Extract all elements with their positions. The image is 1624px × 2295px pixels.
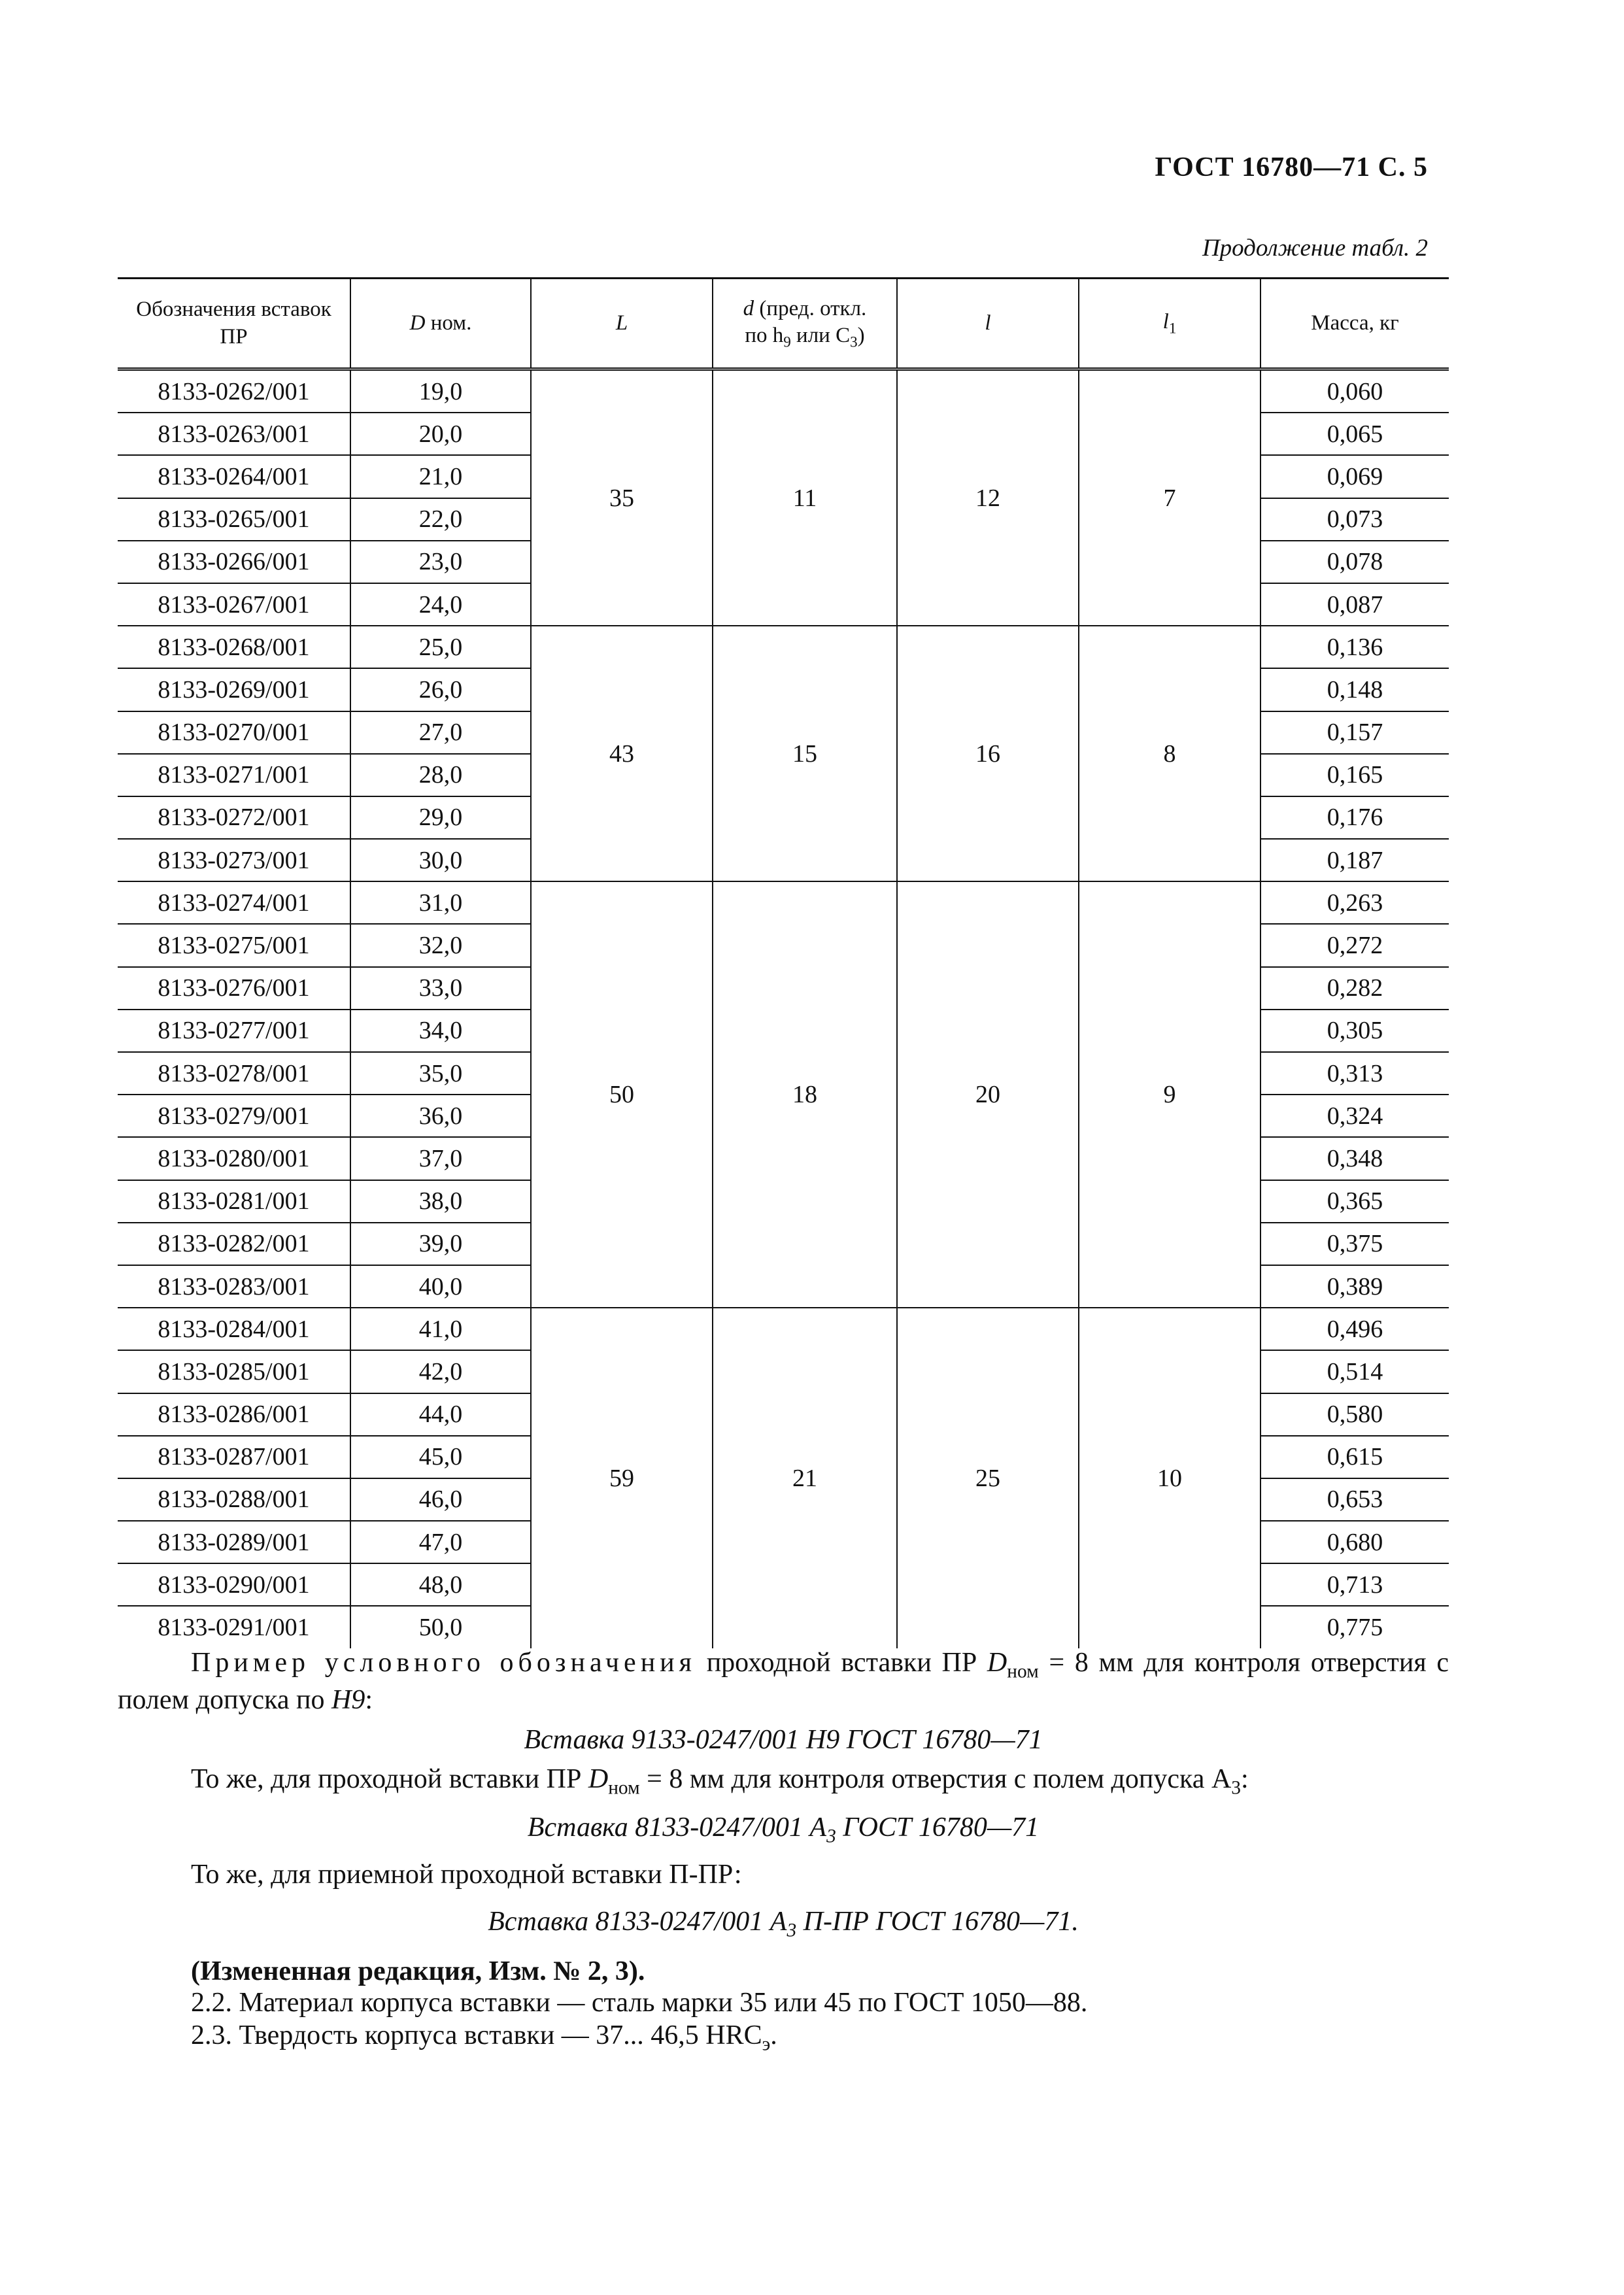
cell-mass: 0,065 xyxy=(1260,413,1449,455)
clause-2-3: 2.3. Твердость корпуса вставки — 37... 46,5 $HRC_э$. xyxy=(191,2020,777,2055)
cell-l1: 7 xyxy=(1079,369,1260,626)
table-row xyxy=(118,1308,1449,1350)
cell-designation: 8133-0267/001 xyxy=(118,583,350,626)
cell-mass: 0,313 xyxy=(1260,1052,1449,1095)
cell-d-nom: 37,0 xyxy=(350,1137,531,1180)
cell-d-nom: 33,0 xyxy=(350,967,531,1010)
cell-designation: 8133-0265/001 xyxy=(118,498,350,541)
cell-d-nom: 31,0 xyxy=(350,881,531,924)
cell-d-nom: 20,0 xyxy=(350,413,531,455)
cell-designation: 8133-0275/001 xyxy=(118,924,350,966)
cell-mass: 0,514 xyxy=(1260,1350,1449,1393)
cell-l: 12 xyxy=(897,369,1079,626)
cell-d-nom: 27,0 xyxy=(350,711,531,754)
cell-d-nom: 30,0 xyxy=(350,839,531,881)
cell-mass: 0,389 xyxy=(1260,1265,1449,1308)
cell-designation: 8133-0264/001 xyxy=(118,455,350,498)
revision-note: (Измененная редакция, Изм. № 2, 3). xyxy=(191,1956,645,1986)
cell-designation: 8133-0277/001 xyxy=(118,1010,350,1052)
cell-l1: 8 xyxy=(1079,626,1260,881)
col-header-d: d (пред. откл. по $h_9$ или $С_3$) xyxy=(713,279,897,369)
example-paragraph: Пример условного обозначения проходной вставки ПР $D_{ном} = 8$ мм для контроля отверстия с полем допуска по H9: xyxy=(118,1648,1449,1715)
cell-d-nom: 48,0 xyxy=(350,1563,531,1606)
cell-mass: 0,060 xyxy=(1260,369,1449,413)
cell-d-nom: 21,0 xyxy=(350,455,531,498)
cell-l: 25 xyxy=(897,1308,1079,1648)
cell-l1: 9 xyxy=(1079,881,1260,1308)
cell-mass: 0,187 xyxy=(1260,839,1449,881)
cell-designation: 8133-0283/001 xyxy=(118,1265,350,1308)
col-header-designation: Обозначения вставок ПР xyxy=(118,279,350,369)
cell-l: 20 xyxy=(897,881,1079,1308)
cell-l: 59 xyxy=(531,1308,713,1648)
cell-mass: 0,165 xyxy=(1260,754,1449,796)
cell-d-nom: 24,0 xyxy=(350,583,531,626)
cell-designation: 8133-0268/001 xyxy=(118,626,350,668)
cell-mass: 0,272 xyxy=(1260,924,1449,966)
cell-d-nom: 29,0 xyxy=(350,796,531,839)
cell-d-nom: 42,0 xyxy=(350,1350,531,1393)
cell-d: 15 xyxy=(713,626,897,881)
cell-mass: 0,775 xyxy=(1260,1606,1449,1648)
cell-d-nom: 34,0 xyxy=(350,1010,531,1052)
cell-mass: 0,073 xyxy=(1260,498,1449,541)
cell-designation: 8133-0262/001 xyxy=(118,369,350,413)
cell-mass: 0,496 xyxy=(1260,1308,1449,1350)
cell-designation: 8133-0287/001 xyxy=(118,1436,350,1478)
cell-l: 50 xyxy=(531,881,713,1308)
page-header: ГОСТ 16780—71 С. 5 xyxy=(1155,152,1428,182)
cell-designation: 8133-0290/001 xyxy=(118,1563,350,1606)
cell-d-nom: 41,0 xyxy=(350,1308,531,1350)
table-row xyxy=(118,626,1449,668)
cell-l: 16 xyxy=(897,626,1079,881)
cell-mass: 0,375 xyxy=(1260,1223,1449,1265)
table-row xyxy=(118,369,1449,413)
cell-d-nom: 47,0 xyxy=(350,1521,531,1563)
cell-l: 43 xyxy=(531,626,713,881)
cell-d-nom: 22,0 xyxy=(350,498,531,541)
cell-d: 11 xyxy=(713,369,897,626)
example-designation-2: Вставка 8133-0247/001 $А_3$ ГОСТ 16780—71 xyxy=(527,1812,1040,1847)
col-header-l1: $l_1$ xyxy=(1079,279,1260,369)
cell-mass: 0,713 xyxy=(1260,1563,1449,1606)
cell-mass: 0,615 xyxy=(1260,1436,1449,1478)
cell-d-nom: 46,0 xyxy=(350,1478,531,1521)
cell-designation: 8133-0279/001 xyxy=(118,1095,350,1137)
cell-designation: 8133-0266/001 xyxy=(118,541,350,583)
cell-l: 35 xyxy=(531,369,713,626)
cell-designation: 8133-0263/001 xyxy=(118,413,350,455)
cell-mass: 0,580 xyxy=(1260,1393,1449,1436)
cell-designation: 8133-0284/001 xyxy=(118,1308,350,1350)
cell-mass: 0,069 xyxy=(1260,455,1449,498)
cell-d-nom: 35,0 xyxy=(350,1052,531,1095)
cell-mass: 0,282 xyxy=(1260,967,1449,1010)
cell-d-nom: 50,0 xyxy=(350,1606,531,1648)
cell-designation: 8133-0282/001 xyxy=(118,1223,350,1265)
cell-designation: 8133-0288/001 xyxy=(118,1478,350,1521)
example-designation-3: Вставка 8133-0247/001 $А_3$ П-ПР ГОСТ 16780—71. xyxy=(488,1907,1079,1941)
cell-d: 18 xyxy=(713,881,897,1308)
cell-d-nom: 28,0 xyxy=(350,754,531,796)
cell-designation: 8133-0269/001 xyxy=(118,668,350,711)
cell-designation: 8133-0291/001 xyxy=(158,1614,310,1642)
cell-mass: 0,157 xyxy=(1260,711,1449,754)
cell-designation: 8133-0281/001 xyxy=(118,1180,350,1223)
cell-designation: 8133-0270/001 xyxy=(118,711,350,754)
same-paragraph-1: То же, для проходной вставки ПР $D_{ном} = 8$ мм для контроля отверстия с полем допуска $А_3$: xyxy=(191,1764,1249,1799)
cell-d-nom: 44,0 xyxy=(350,1393,531,1436)
cell-d-nom: 40,0 xyxy=(350,1265,531,1308)
col-header-d-nom: D ном. xyxy=(350,279,531,369)
cell-designation: 8133-0286/001 xyxy=(118,1393,350,1436)
spec-table xyxy=(118,277,1449,1648)
cell-mass: 0,324 xyxy=(1260,1095,1449,1137)
cell-designation: 8133-0271/001 xyxy=(118,754,350,796)
cell-designation: 8133-0280/001 xyxy=(118,1137,350,1180)
cell-designation: 8133-0285/001 xyxy=(118,1350,350,1393)
cell-designation: 8133-0273/001 xyxy=(118,839,350,881)
table-body xyxy=(118,369,1449,1648)
spec-table-wrap xyxy=(118,277,1449,1648)
cell-d-nom: 32,0 xyxy=(350,924,531,966)
col-header-l: l xyxy=(897,279,1079,369)
example-designation-1: Вставка 9133-0247/001 H9 ГОСТ 16780—71 xyxy=(524,1725,1043,1755)
table-row xyxy=(118,881,1449,924)
cell-d: 21 xyxy=(713,1308,897,1648)
cell-d-nom: 36,0 xyxy=(350,1095,531,1137)
cell-mass: 0,087 xyxy=(1260,583,1449,626)
cell-designation: 8133-0278/001 xyxy=(118,1052,350,1095)
cell-mass: 0,078 xyxy=(1260,541,1449,583)
cell-d-nom: 23,0 xyxy=(350,541,531,583)
table-header-row xyxy=(118,279,1449,369)
cell-designation: 8133-0276/001 xyxy=(118,967,350,1010)
cell-designation: 8133-0274/001 xyxy=(118,881,350,924)
cell-d-nom: 19,0 xyxy=(350,369,531,413)
cell-mass: 0,680 xyxy=(1260,1521,1449,1563)
col-header-L: L xyxy=(531,279,713,369)
cell-d-nom: 38,0 xyxy=(350,1180,531,1223)
cell-d-nom: 39,0 xyxy=(350,1223,531,1265)
col-header-mass: Масса, кг xyxy=(1260,279,1449,369)
cell-mass: 0,263 xyxy=(1260,881,1449,924)
table-caption: Продолжение табл. 2 xyxy=(1202,235,1428,262)
cell-d-nom: 25,0 xyxy=(350,626,531,668)
cell-mass: 0,136 xyxy=(1260,626,1449,668)
clause-2-2: 2.2. Материал корпуса вставки — сталь марки 35 или 45 по ГОСТ 1050—88. xyxy=(191,1988,1088,2018)
cell-mass: 0,348 xyxy=(1260,1137,1449,1180)
cell-designation: 8133-0272/001 xyxy=(118,796,350,839)
cell-d-nom: 26,0 xyxy=(350,668,531,711)
cell-mass: 0,653 xyxy=(1260,1478,1449,1521)
cell-d-nom: 45,0 xyxy=(350,1436,531,1478)
same-paragraph-2: То же, для приемной проходной вставки П-ПР: xyxy=(191,1860,742,1890)
cell-mass: 0,365 xyxy=(1260,1180,1449,1223)
cell-mass: 0,148 xyxy=(1260,668,1449,711)
cell-mass: 0,176 xyxy=(1260,796,1449,839)
cell-mass: 0,305 xyxy=(1260,1010,1449,1052)
cell-designation: 8133-0289/001 xyxy=(118,1521,350,1563)
cell-l1: 10 xyxy=(1079,1308,1260,1648)
